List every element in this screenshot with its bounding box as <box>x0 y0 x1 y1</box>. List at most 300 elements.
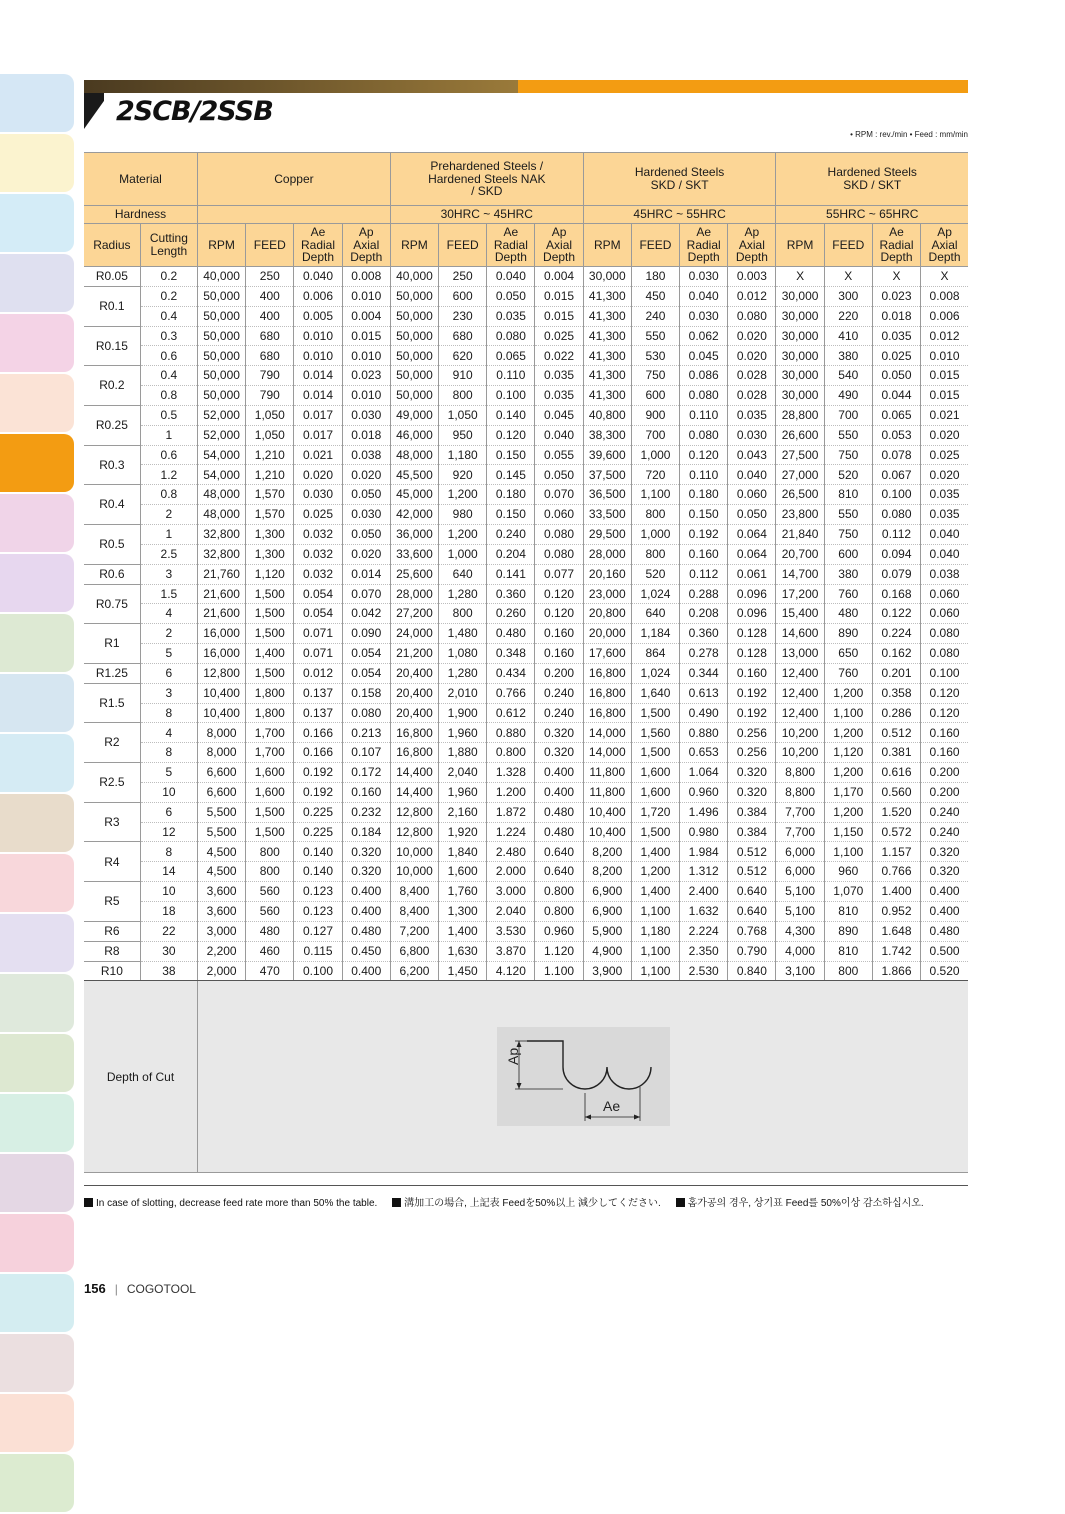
value-cell: 20,800 <box>583 604 631 624</box>
value-cell: 0.400 <box>342 961 390 981</box>
value-cell: 2.530 <box>680 961 728 981</box>
value-cell: 0.115 <box>294 941 342 961</box>
value-cell: 2.000 <box>487 862 535 882</box>
cutting-length-cell: 2 <box>140 505 197 525</box>
value-cell: 14,000 <box>583 723 631 743</box>
column-header-ap <box>728 224 776 267</box>
value-cell: 27,200 <box>390 604 438 624</box>
header-bar-accent <box>518 80 968 93</box>
value-cell: 0.080 <box>535 544 583 564</box>
value-cell: 41,300 <box>583 326 631 346</box>
value-cell: 0.204 <box>487 544 535 564</box>
value-cell: 0.040 <box>728 465 776 485</box>
value-cell: 1,170 <box>824 782 872 802</box>
value-cell: 0.010 <box>921 346 968 366</box>
value-cell: 0.061 <box>728 564 776 584</box>
value-cell: 0.030 <box>342 505 390 525</box>
section-tab[interactable] <box>0 74 74 132</box>
value-cell: 0.653 <box>680 743 728 763</box>
value-cell: 8,200 <box>583 842 631 862</box>
value-cell: 0.240 <box>535 683 583 703</box>
value-cell: 0.080 <box>342 703 390 723</box>
value-cell: 1,500 <box>246 822 294 842</box>
table-row <box>84 763 968 783</box>
cutting-conditions-table <box>84 152 968 1173</box>
value-cell: 0.128 <box>728 624 776 644</box>
section-tab[interactable] <box>0 1154 74 1212</box>
bullet-square-icon <box>676 1198 685 1207</box>
value-cell: 4,300 <box>776 921 824 941</box>
value-cell: 14,600 <box>776 624 824 644</box>
value-cell: 0.800 <box>535 902 583 922</box>
column-header-ae <box>680 224 728 267</box>
value-cell: 2,000 <box>198 961 246 981</box>
value-cell: 1,100 <box>631 941 679 961</box>
value-cell: 6,600 <box>198 763 246 783</box>
value-cell: 1,050 <box>246 405 294 425</box>
group-name <box>390 153 583 206</box>
value-cell: 30,000 <box>776 306 824 326</box>
table-row <box>84 524 968 544</box>
value-cell: 1,500 <box>246 604 294 624</box>
value-cell: 0.080 <box>487 326 535 346</box>
value-cell: 0.192 <box>680 524 728 544</box>
value-cell: 0.028 <box>728 386 776 406</box>
value-cell: 0.960 <box>680 782 728 802</box>
value-cell: 0.050 <box>342 524 390 544</box>
value-cell: 1,120 <box>824 743 872 763</box>
cutting-length-cell: 1.5 <box>140 584 197 604</box>
value-cell: 0.512 <box>728 842 776 862</box>
value-cell: 800 <box>246 862 294 882</box>
value-cell: 28,000 <box>583 544 631 564</box>
column-header-ap <box>921 224 968 267</box>
value-cell: 16,800 <box>583 703 631 723</box>
value-cell: 20,160 <box>583 564 631 584</box>
value-cell: 0.065 <box>872 405 920 425</box>
value-cell: 21,600 <box>198 604 246 624</box>
cutting-length-cell: 2 <box>140 624 197 644</box>
value-cell: 0.025 <box>872 346 920 366</box>
section-tab[interactable] <box>0 854 74 912</box>
value-cell: 2.480 <box>487 842 535 862</box>
value-cell: 1,200 <box>631 862 679 882</box>
value-cell: 490 <box>824 386 872 406</box>
value-cell: 560 <box>246 902 294 922</box>
value-cell: 0.278 <box>680 644 728 664</box>
value-cell: 0.100 <box>487 386 535 406</box>
value-cell: 0.213 <box>342 723 390 743</box>
value-cell: 0.140 <box>294 842 342 862</box>
value-cell: 0.107 <box>342 743 390 763</box>
value-cell: 1,570 <box>246 505 294 525</box>
section-tab[interactable] <box>0 374 74 432</box>
value-cell: 1,024 <box>631 584 679 604</box>
value-cell: 0.050 <box>487 286 535 306</box>
column-header-text: Ae Radial Depth <box>879 225 914 265</box>
value-cell: 1,500 <box>631 703 679 723</box>
table-row <box>84 445 968 465</box>
cutting-length-cell: 0.2 <box>140 286 197 306</box>
value-cell: 0.112 <box>680 564 728 584</box>
value-cell: 0.232 <box>342 802 390 822</box>
value-cell: 28,000 <box>390 584 438 604</box>
section-tab[interactable] <box>0 1274 74 1332</box>
value-cell: 1.400 <box>872 882 920 902</box>
table-row <box>84 366 968 386</box>
value-cell: 26,500 <box>776 485 824 505</box>
table-row <box>84 286 968 306</box>
value-cell: 48,000 <box>198 505 246 525</box>
value-cell: 0.050 <box>342 485 390 505</box>
value-cell: 1.100 <box>535 961 583 981</box>
value-cell: 0.040 <box>487 267 535 287</box>
table-row <box>84 485 968 505</box>
section-tab[interactable] <box>0 194 74 252</box>
cutting-length-cell: 38 <box>140 961 197 981</box>
value-cell: 0.256 <box>728 743 776 763</box>
value-cell: 470 <box>246 961 294 981</box>
value-cell: 790 <box>246 366 294 386</box>
cutting-length-cell: 0.4 <box>140 306 197 326</box>
value-cell: 0.055 <box>535 445 583 465</box>
value-cell: 0.020 <box>921 465 968 485</box>
value-cell: 0.060 <box>921 584 968 604</box>
depth-of-cut-diagram-cell <box>198 981 969 1173</box>
section-tab[interactable] <box>0 1094 74 1152</box>
value-cell: 0.080 <box>921 624 968 644</box>
value-cell: 0.168 <box>872 584 920 604</box>
value-cell: 36,500 <box>583 485 631 505</box>
value-cell: 11,800 <box>583 763 631 783</box>
value-cell: 30,000 <box>776 386 824 406</box>
value-cell: 1,840 <box>439 842 487 862</box>
section-tab[interactable] <box>0 674 74 732</box>
value-cell: 0.208 <box>680 604 728 624</box>
value-cell: 12,400 <box>776 663 824 683</box>
cutting-length-label <box>140 224 197 267</box>
value-cell: 600 <box>824 544 872 564</box>
value-cell: 1,210 <box>246 445 294 465</box>
value-cell: 480 <box>824 604 872 624</box>
value-cell: 0.184 <box>342 822 390 842</box>
footer-separator: | <box>114 1282 118 1296</box>
section-tab[interactable] <box>0 134 74 192</box>
value-cell: 0.400 <box>535 763 583 783</box>
value-cell: 10,000 <box>390 862 438 882</box>
value-cell: 980 <box>439 505 487 525</box>
value-cell: 0.344 <box>680 663 728 683</box>
value-cell: 1.200 <box>487 782 535 802</box>
value-cell: 0.320 <box>535 743 583 763</box>
value-cell: 8,800 <box>776 763 824 783</box>
value-cell: 14,700 <box>776 564 824 584</box>
value-cell: 1,960 <box>439 723 487 743</box>
value-cell: 6,600 <box>198 782 246 802</box>
value-cell: 0.078 <box>872 445 920 465</box>
value-cell: 8,800 <box>776 782 824 802</box>
value-cell: 1,600 <box>631 763 679 783</box>
value-cell: 0.005 <box>294 306 342 326</box>
value-cell: 0.640 <box>728 882 776 902</box>
value-cell: 1,570 <box>246 485 294 505</box>
cutting-length-cell: 8 <box>140 743 197 763</box>
value-cell: 0.023 <box>872 286 920 306</box>
value-cell: 810 <box>824 902 872 922</box>
value-cell: 2,160 <box>439 802 487 822</box>
value-cell: 0.040 <box>680 286 728 306</box>
value-cell: 0.032 <box>294 564 342 584</box>
value-cell: 41,300 <box>583 386 631 406</box>
value-cell: 28,800 <box>776 405 824 425</box>
section-tab[interactable] <box>0 434 74 492</box>
value-cell: 1,050 <box>246 425 294 445</box>
title-marker <box>84 93 104 129</box>
value-cell: X <box>921 267 968 287</box>
value-cell: 3.530 <box>487 921 535 941</box>
value-cell: 1,300 <box>439 902 487 922</box>
value-cell: 16,800 <box>390 723 438 743</box>
group-name <box>776 153 968 206</box>
depth-of-cut-drawing <box>497 1027 670 1126</box>
cutting-length-cell: 6 <box>140 802 197 822</box>
value-cell: 0.145 <box>487 465 535 485</box>
section-tab[interactable] <box>0 314 74 372</box>
section-tab[interactable] <box>0 1394 74 1452</box>
value-cell: 41,300 <box>583 306 631 326</box>
table-row <box>84 346 968 366</box>
value-cell: 0.022 <box>535 346 583 366</box>
value-cell: 750 <box>824 524 872 544</box>
value-cell: 0.141 <box>487 564 535 584</box>
value-cell: 0.035 <box>728 405 776 425</box>
value-cell: 0.800 <box>535 882 583 902</box>
value-cell: 0.960 <box>535 921 583 941</box>
cutting-length-cell: 8 <box>140 842 197 862</box>
value-cell: 1.632 <box>680 902 728 922</box>
value-cell: 1,200 <box>439 524 487 544</box>
section-tab[interactable] <box>0 1334 74 1392</box>
value-cell: 41,300 <box>583 286 631 306</box>
table-row <box>84 326 968 346</box>
value-cell: 0.127 <box>294 921 342 941</box>
value-cell: 0.320 <box>535 723 583 743</box>
value-cell: 8,400 <box>390 882 438 902</box>
value-cell: 800 <box>631 544 679 564</box>
value-cell: 1,200 <box>439 485 487 505</box>
value-cell: 1,200 <box>824 802 872 822</box>
section-tab[interactable] <box>0 1454 74 1512</box>
value-cell: 0.062 <box>680 326 728 346</box>
table-row <box>84 604 968 624</box>
column-header-rpm: RPM <box>776 224 824 267</box>
value-cell: 0.060 <box>921 604 968 624</box>
value-cell: 0.010 <box>342 286 390 306</box>
value-cell: 50,000 <box>390 366 438 386</box>
value-cell: 0.192 <box>728 703 776 723</box>
value-cell: 50,000 <box>390 346 438 366</box>
value-cell: 0.360 <box>680 624 728 644</box>
column-header-feed: FEED <box>631 224 679 267</box>
value-cell: 41,300 <box>583 366 631 386</box>
value-cell: 800 <box>631 505 679 525</box>
value-cell: 1,500 <box>631 822 679 842</box>
value-cell: 0.017 <box>294 425 342 445</box>
column-header-text: Ae Radial Depth <box>300 225 336 265</box>
value-cell: 0.260 <box>487 604 535 624</box>
value-cell: 1,050 <box>439 405 487 425</box>
radius-cell: R0.5 <box>84 524 140 564</box>
value-cell: 1,700 <box>246 743 294 763</box>
radius-label: Radius <box>84 224 140 267</box>
value-cell: 0.045 <box>680 346 728 366</box>
value-cell: 1,280 <box>439 584 487 604</box>
value-cell: 0.003 <box>728 267 776 287</box>
value-cell: 520 <box>631 564 679 584</box>
value-cell: 0.025 <box>294 505 342 525</box>
table-row <box>84 862 968 882</box>
hardness-value: 55HRC ~ 65HRC <box>776 206 968 224</box>
radius-cell: R5 <box>84 882 140 922</box>
value-cell: 0.512 <box>728 862 776 882</box>
group-name-text: Hardened Steels SKD / SKT <box>827 165 917 192</box>
radius-cell: R10 <box>84 961 140 981</box>
radius-cell: R6 <box>84 921 140 941</box>
value-cell: 0.100 <box>294 961 342 981</box>
value-cell: 0.040 <box>294 267 342 287</box>
value-cell: 1.064 <box>680 763 728 783</box>
value-cell: 0.080 <box>680 386 728 406</box>
units-note: • RPM : rev./min • Feed : mm/min <box>850 130 968 139</box>
table-row <box>84 306 968 326</box>
column-header-text: Ap Axial Depth <box>543 225 576 265</box>
value-cell: 50,000 <box>390 306 438 326</box>
value-cell: 32,800 <box>198 544 246 564</box>
value-cell: 0.166 <box>294 743 342 763</box>
value-cell: 720 <box>631 465 679 485</box>
radius-cell: R0.4 <box>84 485 140 525</box>
value-cell: 50,000 <box>198 306 246 326</box>
material-label: Material <box>84 153 198 206</box>
value-cell: 5,500 <box>198 802 246 822</box>
value-cell: 180 <box>631 267 679 287</box>
section-tab[interactable] <box>0 1214 74 1272</box>
value-cell: 27,000 <box>776 465 824 485</box>
side-index-tabs <box>0 74 74 1514</box>
section-tab[interactable] <box>0 614 74 672</box>
value-cell: 26,600 <box>776 425 824 445</box>
value-cell: 0.004 <box>342 306 390 326</box>
value-cell: 1,450 <box>439 961 487 981</box>
value-cell: 10,000 <box>390 842 438 862</box>
cutting-length-cell: 30 <box>140 941 197 961</box>
cutting-length-cell: 10 <box>140 782 197 802</box>
section-tab[interactable] <box>0 1034 74 1092</box>
section-tab[interactable] <box>0 734 74 792</box>
value-cell: 0.160 <box>342 782 390 802</box>
value-cell: 0.070 <box>342 584 390 604</box>
value-cell: 0.018 <box>872 306 920 326</box>
value-cell: 0.166 <box>294 723 342 743</box>
cutting-length-cell: 6 <box>140 663 197 683</box>
value-cell: 1,720 <box>631 802 679 822</box>
value-cell: 0.952 <box>872 902 920 922</box>
value-cell: 0.077 <box>535 564 583 584</box>
value-cell: 21,600 <box>198 584 246 604</box>
value-cell: 910 <box>439 366 487 386</box>
value-cell: 0.020 <box>728 346 776 366</box>
column-header-text: Ap Axial Depth <box>735 225 768 265</box>
table-row <box>84 921 968 941</box>
value-cell: 0.110 <box>680 405 728 425</box>
value-cell: 1,800 <box>246 703 294 723</box>
section-tab[interactable] <box>0 254 74 312</box>
value-cell: 1,400 <box>246 644 294 664</box>
value-cell: 0.038 <box>921 564 968 584</box>
section-tab[interactable] <box>0 794 74 852</box>
value-cell: 1,500 <box>631 743 679 763</box>
value-cell: 0.320 <box>921 862 968 882</box>
value-cell: 1,600 <box>246 782 294 802</box>
value-cell: 0.150 <box>680 505 728 525</box>
value-cell: 24,000 <box>390 624 438 644</box>
section-tab[interactable] <box>0 914 74 972</box>
value-cell: 0.050 <box>872 366 920 386</box>
value-cell: 50,000 <box>198 366 246 386</box>
value-cell: 0.384 <box>728 802 776 822</box>
value-cell: 2.350 <box>680 941 728 961</box>
table-row <box>84 425 968 445</box>
value-cell: 960 <box>824 862 872 882</box>
value-cell: 8,400 <box>390 902 438 922</box>
cutting-length-cell: 22 <box>140 921 197 941</box>
footnote-ko <box>676 1198 930 1209</box>
value-cell: 5,100 <box>776 902 824 922</box>
value-cell: 5,500 <box>198 822 246 842</box>
value-cell: 54,000 <box>198 465 246 485</box>
value-cell: 0.200 <box>535 663 583 683</box>
value-cell: 4,500 <box>198 862 246 882</box>
column-header-feed: FEED <box>439 224 487 267</box>
value-cell: 0.256 <box>728 723 776 743</box>
value-cell: 0.160 <box>535 644 583 664</box>
depth-of-cut-diagram <box>497 1027 670 1126</box>
value-cell: 1,920 <box>439 822 487 842</box>
value-cell: 0.381 <box>872 743 920 763</box>
value-cell: 550 <box>824 425 872 445</box>
value-cell: 0.880 <box>487 723 535 743</box>
value-cell: 0.172 <box>342 763 390 783</box>
value-cell: 20,000 <box>583 624 631 644</box>
section-tab[interactable] <box>0 974 74 1032</box>
value-cell: 0.054 <box>342 644 390 664</box>
value-cell: 250 <box>246 267 294 287</box>
section-tab[interactable] <box>0 554 74 612</box>
value-cell: 1.866 <box>872 961 920 981</box>
value-cell: 0.100 <box>921 663 968 683</box>
value-cell: 1,640 <box>631 683 679 703</box>
value-cell: 36,000 <box>390 524 438 544</box>
value-cell: 0.240 <box>921 802 968 822</box>
value-cell: 10,200 <box>776 723 824 743</box>
value-cell: 0.225 <box>294 802 342 822</box>
value-cell: 0.020 <box>342 465 390 485</box>
section-tab[interactable] <box>0 494 74 552</box>
value-cell: 0.400 <box>921 882 968 902</box>
value-cell: 1,400 <box>439 921 487 941</box>
value-cell: 5,900 <box>583 921 631 941</box>
value-cell: 700 <box>631 425 679 445</box>
